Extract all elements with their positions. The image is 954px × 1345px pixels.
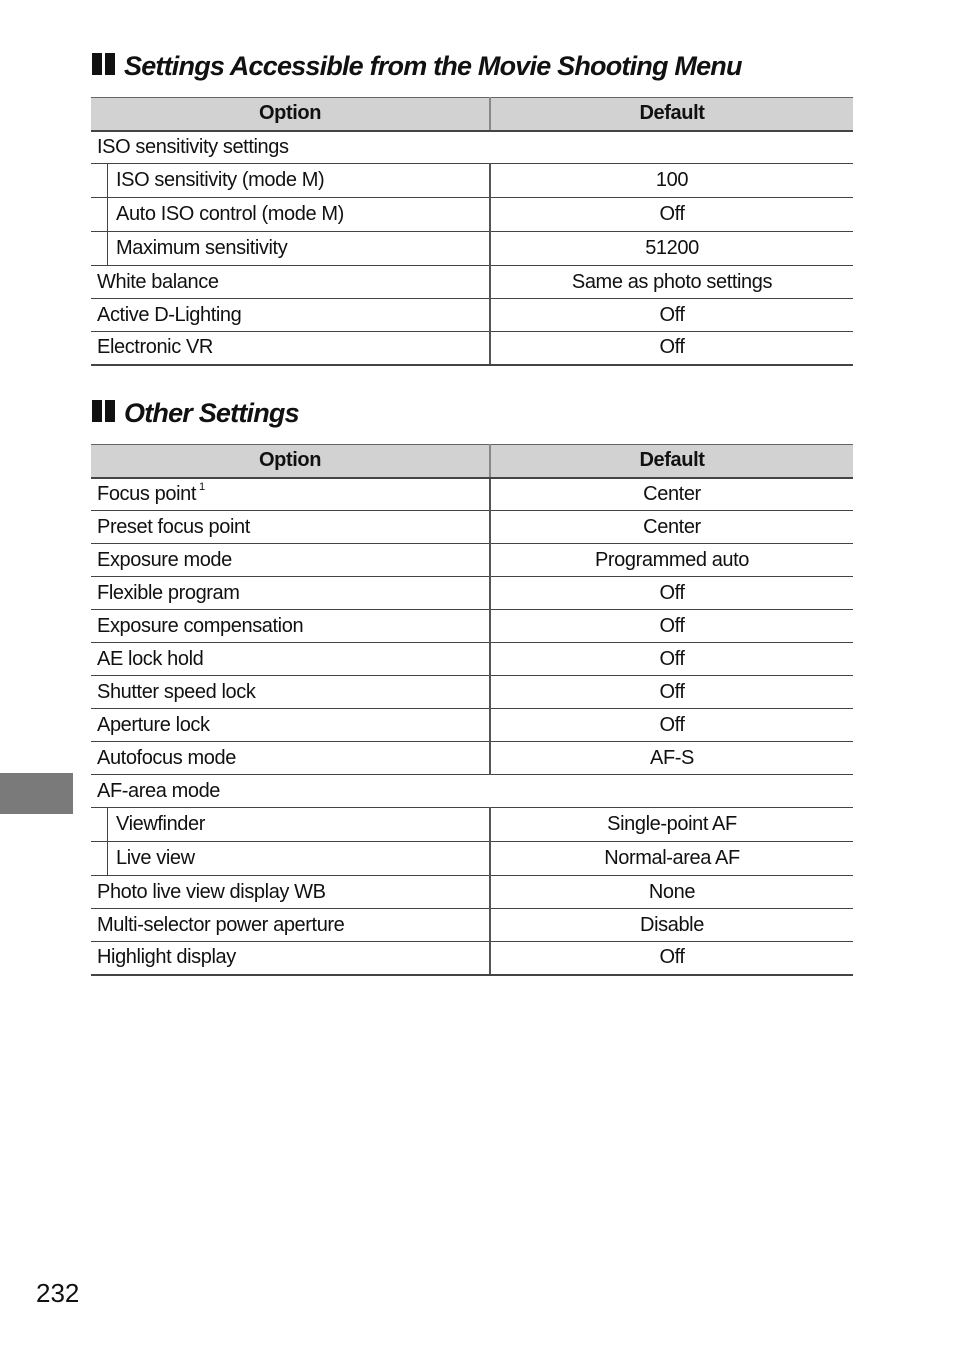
option-cell <box>91 742 490 775</box>
option-cell <box>91 610 490 643</box>
table-row <box>91 610 853 643</box>
default-value: Center <box>490 511 853 544</box>
option-label: Highlight display <box>97 946 236 969</box>
table-row <box>91 808 853 842</box>
table-row <box>91 478 853 511</box>
option-cell <box>91 676 490 709</box>
table-row <box>91 544 853 577</box>
footnote-marker: 1 <box>199 480 205 493</box>
option-label: Maximum sensitivity <box>116 237 288 259</box>
table-row <box>91 131 853 164</box>
default-value: AF-S <box>490 742 853 775</box>
table-row <box>91 266 853 299</box>
default-value: Normal-area AF <box>490 842 853 876</box>
option-cell <box>91 164 490 198</box>
table-row <box>91 676 853 709</box>
option-cell <box>91 544 490 577</box>
option-cell <box>91 909 490 942</box>
option-label: ISO sensitivity (mode M) <box>116 169 325 191</box>
other-settings-table-body <box>91 478 853 975</box>
option-label: Focus point <box>97 482 196 505</box>
default-value: Off <box>490 610 853 643</box>
option-label: AE lock hold <box>97 647 204 670</box>
option-cell <box>91 876 490 909</box>
option-cell <box>91 842 490 876</box>
table-row <box>91 742 853 775</box>
option-label: Auto ISO control (mode M) <box>116 203 344 225</box>
option-label: Exposure compensation <box>97 614 304 637</box>
option-cell <box>91 232 490 266</box>
page-number: 232 <box>36 1278 80 1308</box>
option-label: White balance <box>97 270 219 293</box>
option-cell <box>91 478 490 511</box>
table-row <box>91 909 853 942</box>
option-cell <box>91 577 490 610</box>
group-label: ISO sensitivity settings <box>91 131 853 164</box>
table-row <box>91 332 853 365</box>
option-label: Active D-Lighting <box>97 303 242 326</box>
option-cell <box>91 942 490 975</box>
table-row <box>91 643 853 676</box>
section-title-text: Settings Accessible from the Movie Shooting Menu <box>124 51 742 81</box>
table-header-row <box>91 445 853 478</box>
table-row <box>91 198 853 232</box>
header-option: Option <box>91 445 490 478</box>
option-label: Preset focus point <box>97 515 250 538</box>
default-value: Off <box>490 942 853 975</box>
table-row <box>91 299 853 332</box>
default-value: Off <box>490 643 853 676</box>
chapter-tab <box>0 773 73 814</box>
option-label: Photo live view display WB <box>97 880 326 903</box>
default-value: Same as photo settings <box>490 266 853 299</box>
default-value: Off <box>490 709 853 742</box>
header-default: Default <box>490 98 853 131</box>
section-marker-icon <box>92 49 118 83</box>
option-label: Live view <box>116 847 195 869</box>
default-value: 51200 <box>490 232 853 266</box>
table-row <box>91 709 853 742</box>
movie-menu-table-body <box>91 131 853 365</box>
table-row <box>91 876 853 909</box>
section-title-text: Other Settings <box>124 398 299 428</box>
section-marker-icon <box>92 396 118 430</box>
table-row <box>91 511 853 544</box>
option-cell <box>91 266 490 299</box>
default-value: Off <box>490 332 853 365</box>
section-title-other-settings <box>92 396 299 432</box>
option-cell <box>91 643 490 676</box>
other-settings-table <box>91 444 853 976</box>
group-label: AF-area mode <box>91 775 853 808</box>
default-value: 100 <box>490 164 853 198</box>
option-label: Viewfinder <box>116 813 206 835</box>
table-row <box>91 232 853 266</box>
option-cell <box>91 332 490 365</box>
table-row <box>91 577 853 610</box>
default-value: Off <box>490 299 853 332</box>
table-row <box>91 942 853 975</box>
option-label: Aperture lock <box>97 713 210 736</box>
option-label: Flexible program <box>97 581 240 604</box>
option-cell <box>91 511 490 544</box>
section-title-movie-menu <box>92 49 742 85</box>
sub-option-indent <box>107 198 489 231</box>
table-row <box>91 775 853 808</box>
movie-menu-table <box>91 97 853 366</box>
option-label: Shutter speed lock <box>97 680 256 703</box>
option-cell <box>91 808 490 842</box>
default-value: Center <box>490 478 853 511</box>
header-option: Option <box>91 98 490 131</box>
option-label: Multi-selector power aperture <box>97 913 345 936</box>
table-row <box>91 164 853 198</box>
default-value: Off <box>490 198 853 232</box>
sub-option-indent <box>107 232 489 265</box>
sub-option-indent <box>107 842 489 875</box>
option-label: Autofocus mode <box>97 746 236 769</box>
default-value: Disable <box>490 909 853 942</box>
table-header-row <box>91 98 853 131</box>
sub-option-indent <box>107 808 489 841</box>
option-cell <box>91 299 490 332</box>
default-value: Programmed auto <box>490 544 853 577</box>
option-label: Exposure mode <box>97 548 232 571</box>
default-value: None <box>490 876 853 909</box>
default-value: Single-point AF <box>490 808 853 842</box>
default-value: Off <box>490 676 853 709</box>
default-value: Off <box>490 577 853 610</box>
option-label: Electronic VR <box>97 336 213 359</box>
header-default: Default <box>490 445 853 478</box>
table-row <box>91 842 853 876</box>
option-cell <box>91 709 490 742</box>
sub-option-indent <box>107 164 489 197</box>
option-cell <box>91 198 490 232</box>
